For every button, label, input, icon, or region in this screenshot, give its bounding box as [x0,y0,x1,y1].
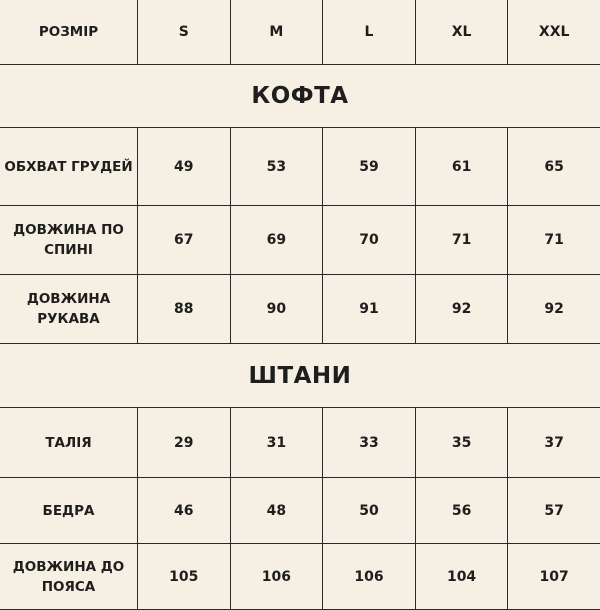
table-cell: 53 [230,128,323,206]
size-header-xxl: XXL [508,0,600,65]
table-cell: 49 [138,128,231,206]
table-cell: 46 [138,478,231,544]
row-label: ДОВЖИНА ДО ПОЯСА [0,544,138,610]
table-cell: 67 [138,206,231,275]
header-row [0,0,600,65]
table-row [0,275,600,344]
table-cell: 50 [323,478,416,544]
row-label: ОБХВАТ ГРУДЕЙ [0,128,138,206]
section-title-row [0,344,600,408]
table-row [0,408,600,478]
header-label-cell: РОЗМІР [0,0,138,65]
table-cell: 59 [323,128,416,206]
table-cell: 92 [508,275,600,344]
table-cell: 92 [415,275,508,344]
table-cell: 35 [415,408,508,478]
table-cell: 65 [508,128,600,206]
section-title-sweater: КОФТА [0,65,600,128]
table-cell: 107 [508,544,600,610]
table-cell: 106 [323,544,416,610]
table-row [0,128,600,206]
table-cell: 90 [230,275,323,344]
size-header-xl: XL [415,0,508,65]
table-cell: 70 [323,206,416,275]
table-cell: 57 [508,478,600,544]
table-cell: 106 [230,544,323,610]
table-cell: 69 [230,206,323,275]
table-cell: 71 [508,206,600,275]
table-row [0,206,600,275]
table-cell: 48 [230,478,323,544]
row-label: БЕДРА [0,478,138,544]
table-cell: 29 [138,408,231,478]
table-cell: 91 [323,275,416,344]
table-cell: 33 [323,408,416,478]
table-cell: 61 [415,128,508,206]
row-label: ДОВЖИНА РУКАВА [0,275,138,344]
table-cell: 37 [508,408,600,478]
table-row [0,478,600,544]
section-title-pants: ШТАНИ [0,344,600,408]
table-cell: 105 [138,544,231,610]
table-cell: 104 [415,544,508,610]
table-cell: 31 [230,408,323,478]
table-cell: 71 [415,206,508,275]
row-label: ДОВЖИНА ПО СПИНІ [0,206,138,275]
size-header-s: S [138,0,231,65]
table-cell: 56 [415,478,508,544]
section-title-row [0,65,600,128]
row-label: ТАЛІЯ [0,408,138,478]
table-cell: 88 [138,275,231,344]
size-header-m: M [230,0,323,65]
size-header-l: L [323,0,416,65]
